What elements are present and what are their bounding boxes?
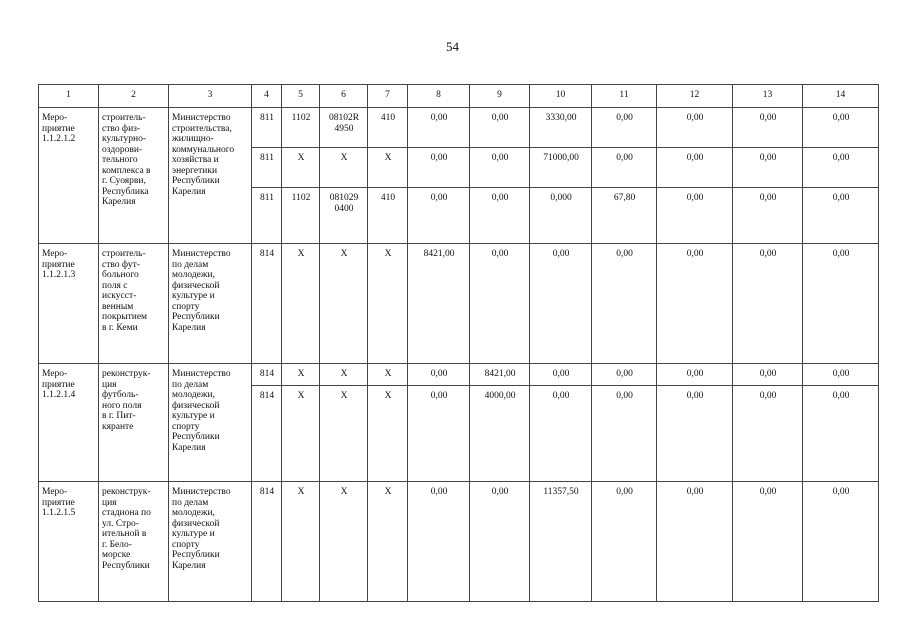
activity-cell: Меро- приятие 1.1.2.1.3	[39, 244, 99, 364]
value-cell-c5: X	[282, 148, 320, 188]
column-header: 7	[368, 85, 408, 108]
value-cell-c5: X	[282, 386, 320, 482]
value-cell-c8: 0,00	[408, 108, 470, 148]
value-cell-c7: 410	[368, 188, 408, 244]
value-cell-c4: 811	[252, 188, 282, 244]
description-cell: реконструк- ция стадиона по ул. Стро- ительной в г. Бело- морске Республики	[99, 482, 169, 602]
column-header: 1	[39, 85, 99, 108]
value-cell-c4: 814	[252, 364, 282, 386]
value-cell-c4: 814	[252, 482, 282, 602]
value-cell-c10: 3330,00	[530, 108, 592, 148]
column-header: 9	[470, 85, 530, 108]
value-cell-c5: X	[282, 364, 320, 386]
value-cell-c14: 0,00	[803, 386, 879, 482]
budget-table	[38, 84, 879, 602]
value-cell-c14: 0,00	[803, 108, 879, 148]
value-cell-c10: 0,00	[530, 364, 592, 386]
table-body	[39, 108, 879, 602]
value-cell-c7: X	[368, 148, 408, 188]
value-cell-c5: 1102	[282, 108, 320, 148]
value-cell-c7: 410	[368, 108, 408, 148]
activity-cell: Меро- приятие 1.1.2.1.2	[39, 108, 99, 244]
value-cell-c8: 0,00	[408, 482, 470, 602]
table-row	[39, 108, 879, 148]
header-row	[39, 85, 879, 108]
value-cell-c4: 811	[252, 108, 282, 148]
activity-cell: Меро- приятие 1.1.2.1.5	[39, 482, 99, 602]
value-cell-c6: X	[320, 244, 368, 364]
description-cell: строитель- ство физ- культурно- оздорови- тельного комплекса в г. Суоярви, Республика Карелия	[99, 108, 169, 244]
value-cell-c9: 0,00	[470, 148, 530, 188]
value-cell-c14: 0,00	[803, 188, 879, 244]
column-header: 4	[252, 85, 282, 108]
value-cell-c10: 0,00	[530, 244, 592, 364]
description-cell: строитель- ство фут- больного поля с искусст- венным покрытием в г. Кеми	[99, 244, 169, 364]
description-cell: реконструк- ция футболь- ного поля в г. Пит- кяранте	[99, 364, 169, 482]
column-header: 10	[530, 85, 592, 108]
value-cell-c11: 0,00	[592, 108, 657, 148]
column-header: 11	[592, 85, 657, 108]
value-cell-c12: 0,00	[657, 108, 733, 148]
executor-cell: Министерство строительства, жилищно- коммунального хозяйства и энергетики Республики Карелия	[169, 108, 252, 244]
column-header: 13	[733, 85, 803, 108]
value-cell-c13: 0,00	[733, 482, 803, 602]
value-cell-c5: 1102	[282, 188, 320, 244]
page-number: 54	[446, 39, 459, 54]
value-cell-c6: X	[320, 482, 368, 602]
executor-cell: Министерство по делам молодежи, физической культуре и спорту Республики Карелия	[169, 482, 252, 602]
value-cell-c7: X	[368, 482, 408, 602]
table-row	[39, 244, 879, 364]
value-cell-c14: 0,00	[803, 482, 879, 602]
value-cell-c10: 0,000	[530, 188, 592, 244]
executor-cell: Министерство по делам молодежи, физической культуре и спорту Республики Карелия	[169, 244, 252, 364]
column-header: 14	[803, 85, 879, 108]
value-cell-c4: 811	[252, 148, 282, 188]
value-cell-c13: 0,00	[733, 386, 803, 482]
table-row	[39, 482, 879, 602]
value-cell-c14: 0,00	[803, 364, 879, 386]
value-cell-c13: 0,00	[733, 148, 803, 188]
value-cell-c7: X	[368, 244, 408, 364]
table-row	[39, 364, 879, 386]
value-cell-c11: 67,80	[592, 188, 657, 244]
column-header: 12	[657, 85, 733, 108]
value-cell-c13: 0,00	[733, 364, 803, 386]
value-cell-c4: 814	[252, 386, 282, 482]
value-cell-c4: 814	[252, 244, 282, 364]
value-cell-c11: 0,00	[592, 148, 657, 188]
value-cell-c6: 081029 0400	[320, 188, 368, 244]
value-cell-c11: 0,00	[592, 364, 657, 386]
value-cell-c6: 08102R 4950	[320, 108, 368, 148]
value-cell-c5: X	[282, 244, 320, 364]
value-cell-c10: 71000,00	[530, 148, 592, 188]
value-cell-c8: 0,00	[408, 148, 470, 188]
value-cell-c12: 0,00	[657, 364, 733, 386]
value-cell-c8: 8421,00	[408, 244, 470, 364]
value-cell-c7: X	[368, 364, 408, 386]
column-header: 3	[169, 85, 252, 108]
column-header: 8	[408, 85, 470, 108]
value-cell-c9: 0,00	[470, 244, 530, 364]
value-cell-c12: 0,00	[657, 482, 733, 602]
value-cell-c13: 0,00	[733, 244, 803, 364]
column-header: 6	[320, 85, 368, 108]
activity-cell: Меро- приятие 1.1.2.1.4	[39, 364, 99, 482]
value-cell-c9: 0,00	[470, 108, 530, 148]
value-cell-c6: X	[320, 364, 368, 386]
value-cell-c7: X	[368, 386, 408, 482]
value-cell-c10: 11357,50	[530, 482, 592, 602]
value-cell-c5: X	[282, 482, 320, 602]
value-cell-c12: 0,00	[657, 244, 733, 364]
value-cell-c9: 4000,00	[470, 386, 530, 482]
value-cell-c12: 0,00	[657, 148, 733, 188]
value-cell-c9: 0,00	[470, 482, 530, 602]
value-cell-c10: 0,00	[530, 386, 592, 482]
value-cell-c11: 0,00	[592, 482, 657, 602]
value-cell-c6: X	[320, 148, 368, 188]
value-cell-c11: 0,00	[592, 386, 657, 482]
value-cell-c8: 0,00	[408, 188, 470, 244]
value-cell-c13: 0,00	[733, 108, 803, 148]
value-cell-c6: X	[320, 386, 368, 482]
column-header: 2	[99, 85, 169, 108]
value-cell-c8: 0,00	[408, 386, 470, 482]
value-cell-c14: 0,00	[803, 148, 879, 188]
value-cell-c8: 0,00	[408, 364, 470, 386]
executor-cell: Министерство по делам молодежи, физической культуре и спорту Республики Карелия	[169, 364, 252, 482]
column-header: 5	[282, 85, 320, 108]
value-cell-c12: 0,00	[657, 188, 733, 244]
value-cell-c12: 0,00	[657, 386, 733, 482]
value-cell-c13: 0,00	[733, 188, 803, 244]
value-cell-c11: 0,00	[592, 244, 657, 364]
value-cell-c9: 0,00	[470, 188, 530, 244]
value-cell-c14: 0,00	[803, 244, 879, 364]
value-cell-c9: 8421,00	[470, 364, 530, 386]
